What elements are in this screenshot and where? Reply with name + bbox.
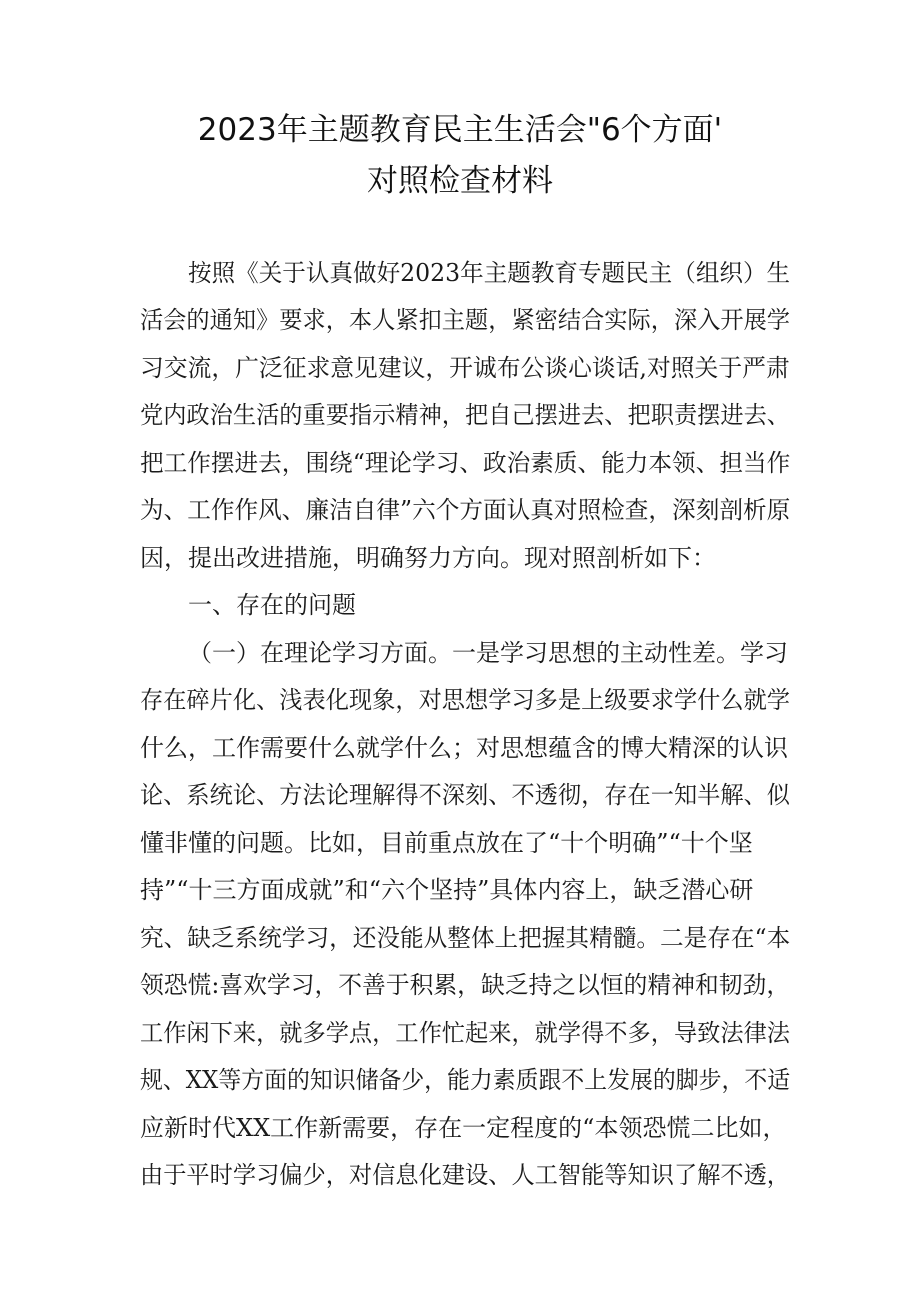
body-line-13: 懂非懂的问题。比如，目前重点放在了“十个明确”“十个坚 [140, 829, 753, 857]
body-line-11: 什么，工作需要什么就学什么；对思想蕴含的博大精深的认识 [140, 734, 788, 762]
document-title-line-1: 2023年主题教育民主生活会"6个方面' [197, 112, 723, 148]
body-line-5: 把工作摆进去，围绕“理论学习、政治素质、能力本领、担当作 [140, 449, 791, 477]
body-line-4: 党内政治生活的重要指示精神，把自己摆进去、把职责摆进去、 [140, 401, 791, 429]
body-line-19: 应新时代XX工作新需要，存在一定程度的“本领恐慌二比如， [140, 1114, 787, 1142]
body-line-12: 论、系统论、方法论理解得不深刻、不透彻，存在一知半解、似 [140, 781, 791, 809]
section-heading-problems: 一、存在的问题 [188, 591, 356, 619]
body-line-2: 活会的通知》要求，本人紧扣主题，紧密结合实际，深入开展学 [140, 306, 791, 334]
body-line-15: 究、缺乏系统学习，还没能从整体上把握其精髓。二是存在“本 [140, 924, 791, 952]
body-line-6: 为、工作作风、廉洁自律”六个方面认真对照检查，深刻剖析原 [140, 496, 791, 524]
body-line-1: 按照《关于认真做好2023年主题教育专题民主（组织）生 [188, 259, 791, 287]
body-line-18: 规、XX等方面的知识储备少，能力素质跟不上发展的脚步，不适 [140, 1066, 791, 1094]
body-line-16: 领恐慌:喜欢学习，不善于积累，缺乏持之以恒的精神和韧劲， [140, 971, 791, 999]
body-line-3: 习交流，广泛征求意见建议，开诚布公谈心谈话,对照关于严肃 [140, 354, 790, 382]
body-line-20: 由于平时学习偏少，对信息化建设、人工智能等知识了解不透， [140, 1161, 791, 1189]
body-line-10: 存在碎片化、浅表化现象，对思想学习多是上级要求学什么就学 [140, 686, 791, 714]
body-line-14: 持”“十三方面成就”和“六个坚持”具体内容上，缺乏潜心研 [140, 876, 754, 904]
body-line-17: 工作闲下来，就多学点，工作忙起来，就学得不多，导致法律法 [140, 1019, 791, 1047]
body-line-7: 因，提出改进措施，明确努力方向。现对照剖析如下： [140, 544, 716, 572]
document-title-line-2: 对照检查材料 [367, 163, 553, 199]
body-line-9: （一）在理论学习方面。一是学习思想的主动性差。学习 [188, 639, 788, 667]
